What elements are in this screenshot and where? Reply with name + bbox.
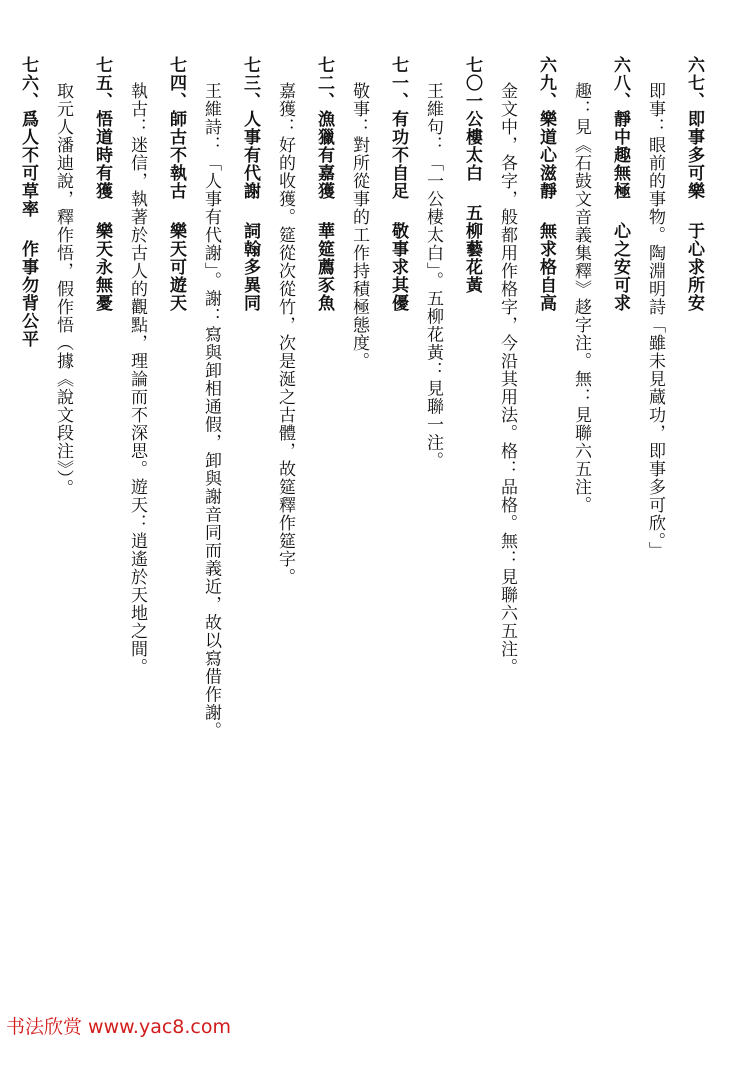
annotation-column	[197, 56, 224, 956]
annotation-column	[49, 56, 76, 956]
first-line-segment: 七〇一公樓太白	[462, 56, 482, 182]
first-line-segment: 王維句：「一公棲太白」。五柳花黃：見聯一注。	[423, 82, 443, 470]
annotation-column	[345, 56, 372, 956]
second-line-segment: 樂天永無憂	[92, 222, 112, 312]
first-line-segment: 七二、漁獵有嘉獲	[314, 56, 334, 200]
second-line-segment: 華筵薦豕魚	[314, 222, 334, 312]
second-line-segment: 心之安可求	[610, 222, 630, 312]
annotation-column	[271, 56, 298, 956]
first-line-segment: 六九、樂道心滋靜	[536, 56, 556, 200]
first-line-segment: 執古：迷信，執著於古人的觀點，理論而不深思。遊天：逍遙於天地之間。	[127, 82, 147, 676]
couplet-heading-column	[606, 56, 633, 956]
annotation-text	[493, 56, 520, 676]
second-line-segment: 五柳藝花黃	[462, 204, 482, 294]
first-line-segment: 六七、即事多可樂	[684, 56, 704, 200]
first-line-segment: 七一、有功不自足	[388, 56, 408, 200]
annotation-text	[345, 56, 372, 370]
couplet-heading-column	[458, 56, 485, 956]
first-line-segment: 王維詩：「人事有代謝」。謝：寫與卸相通假，卸與謝音同而義近，故以寫借作謝。	[201, 82, 221, 740]
second-line-segment: 敬事求其優	[388, 222, 408, 312]
couplet-heading-column	[236, 56, 263, 956]
first-line-segment: 七六、爲人不可草率	[18, 56, 38, 218]
couplet-text	[384, 56, 411, 312]
first-line-segment: 嘉獲：好的收獲。筵從次從竹，次是涎之古體，故筵釋作筵字。	[275, 82, 295, 586]
vertical-text-columns	[0, 56, 707, 956]
first-line-segment: 即事：眼前的事物。陶淵明詩「雖未見蔵功，即事多可欣。」	[645, 82, 665, 560]
second-line-segment: 詞翰多異同	[240, 222, 260, 312]
first-line-segment: 取元人潘迪說，釋作悟，假作悟（據《說文段注》）。	[53, 82, 73, 497]
couplet-text	[310, 56, 337, 312]
annotation-text	[49, 56, 76, 497]
couplet-text	[606, 56, 633, 312]
couplet-heading-column	[162, 56, 189, 956]
second-line-segment: 于心求所安	[684, 222, 704, 312]
couplet-text	[88, 56, 115, 312]
first-line-segment: 敬事：對所從事的工作持積極態度。	[349, 82, 369, 370]
couplet-heading-column	[384, 56, 411, 956]
annotation-column	[123, 56, 150, 956]
second-line-segment: 無求格自高	[536, 222, 556, 312]
couplet-text	[458, 56, 485, 294]
annotation-column	[567, 56, 594, 956]
annotation-column	[0, 56, 2, 956]
annotation-text	[197, 56, 224, 740]
second-line-segment: 樂天可遊天	[166, 222, 186, 312]
first-line-segment: 趣：見《石鼓文音義集釋》趍字注。無：見聯六五注。	[571, 82, 591, 514]
couplet-text	[236, 56, 263, 312]
annotation-column	[419, 56, 446, 956]
couplet-heading-column	[88, 56, 115, 956]
annotation-column	[493, 56, 520, 956]
couplet-heading-column	[14, 56, 41, 956]
annotation-text	[419, 56, 446, 470]
annotation-text	[641, 56, 668, 560]
couplet-text	[162, 56, 189, 312]
couplet-text	[680, 56, 707, 312]
couplet-heading-column	[680, 56, 707, 956]
couplet-heading-column	[532, 56, 559, 956]
couplet-heading-column	[310, 56, 337, 956]
annotation-column	[641, 56, 668, 956]
first-line-segment: 金文中，各字，般都用作格字，今沿其用法。格：品格。無：見聯六五注。	[497, 82, 517, 676]
first-line-segment: 七五、悟道時有獲	[92, 56, 112, 200]
first-line-segment: 七三、人事有代謝	[240, 56, 260, 200]
second-line-segment: 作事勿背公平	[18, 240, 38, 348]
site-watermark: 书法欣赏 www.yac8.com	[6, 1016, 231, 1038]
couplet-text	[14, 56, 41, 348]
annotation-text	[123, 56, 150, 676]
first-line-segment: 六八、靜中趣無極	[610, 56, 630, 200]
couplet-text	[532, 56, 559, 312]
annotation-text	[567, 56, 594, 514]
annotation-text	[0, 56, 2, 208]
annotation-text	[271, 56, 298, 586]
first-line-segment: 七四、師古不執古	[166, 56, 186, 200]
